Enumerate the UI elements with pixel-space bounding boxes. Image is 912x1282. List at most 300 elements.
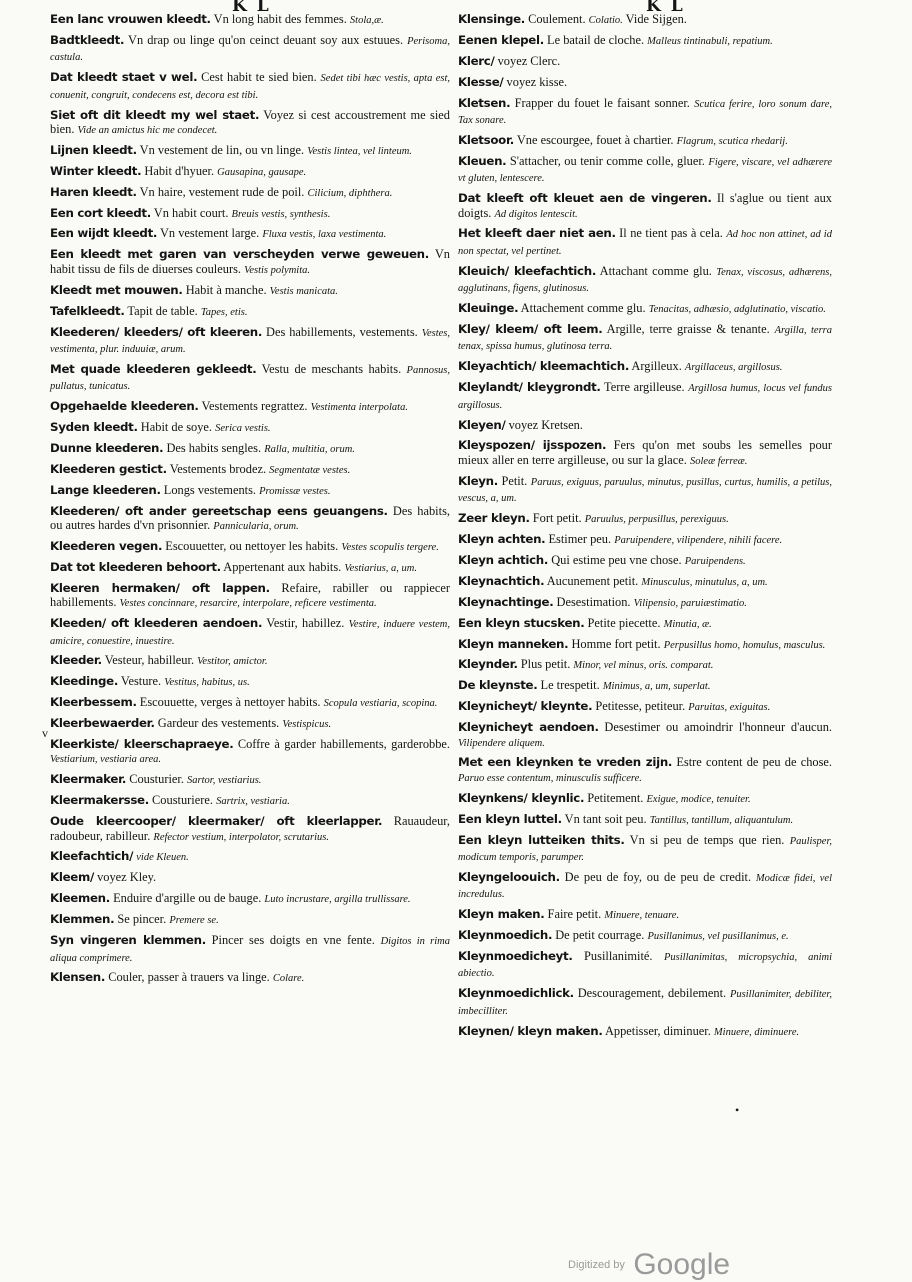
- entry-french-gloss: Estimer peu.: [545, 531, 612, 546]
- dictionary-entry: [458, 1024, 832, 1040]
- entry-headword: Kleefachtich/: [50, 849, 134, 864]
- entry-headword: Dunne kleederen.: [50, 440, 164, 455]
- entry-latin-gloss: Ad digitos lentescit.: [494, 208, 578, 220]
- dictionary-entry: [50, 933, 450, 966]
- entry-french-gloss: Argille, terre graisse & tenante.: [602, 322, 770, 336]
- entry-latin-gloss: Argilla, terra tenax, spissa humus, glutinosa terra.: [458, 325, 832, 353]
- entry-headword: Syn vingeren klemmen.: [50, 933, 206, 948]
- entry-latin-gloss: Perpusillus homo, homulus, masculus.: [663, 639, 826, 651]
- dictionary-entry: [458, 791, 832, 807]
- entry-headword: Klerc/: [458, 53, 495, 68]
- entry-headword: Kletsen.: [458, 95, 511, 110]
- dictionary-entry: [50, 772, 450, 788]
- entry-latin-gloss: Vestitus, habitus, us.: [164, 677, 250, 689]
- entry-latin-gloss: Vestispicus.: [282, 719, 332, 731]
- dictionary-entry: [458, 949, 832, 982]
- entry-french-gloss: Habit d'hyuer.: [141, 163, 215, 178]
- entry-latin-gloss: Sedet tibi hæc vestis, apta est, conuenit, congruit, condecens est, decora est tibi.: [50, 73, 450, 101]
- entry-french-gloss: Vesture.: [118, 674, 162, 689]
- entry-french-gloss: Vestements regrattez.: [198, 399, 308, 414]
- entry-headword: Klemmen.: [50, 912, 115, 927]
- entry-french-gloss: Homme fort petit.: [568, 636, 661, 651]
- entry-latin-gloss: Segmentatæ vestes.: [269, 464, 351, 476]
- dictionary-entry: [50, 108, 450, 139]
- dictionary-entry: [50, 814, 450, 845]
- entry-headword: Een kleyn luttel.: [458, 811, 562, 826]
- entry-french-gloss: Attachement comme glu.: [518, 301, 646, 316]
- entry-french-gloss: Faire petit.: [544, 907, 602, 922]
- right-header-mark: K L: [646, 0, 685, 16]
- entry-french-gloss: Vn long habit des femmes.: [210, 12, 347, 26]
- entry-headword: Kleuen.: [458, 153, 507, 168]
- entry-latin-gloss: Ad hoc non attinet, ad id non spectat, vel pertinet.: [458, 229, 832, 257]
- entry-latin-gloss: Minuere, tenuare.: [604, 910, 680, 922]
- dictionary-entry: [458, 986, 832, 1019]
- entry-headword: Kleederen/ kleeders/ oft kleeren.: [50, 324, 263, 339]
- digitized-label: Digitized by: [568, 1259, 625, 1271]
- dictionary-entry: [50, 793, 450, 809]
- entry-latin-gloss: Pusillanimitas, micropsychia, animi abiectio.: [458, 952, 832, 980]
- dictionary-entry: [458, 812, 832, 828]
- entry-french-gloss: Vestir, habillez.: [262, 616, 345, 631]
- google-logo-text: Google: [633, 1248, 731, 1281]
- entry-headword: Kleerkiste/ kleerschapraeye.: [50, 737, 234, 752]
- entry-latin-gloss: Figere, viscare, vel adhærere vt gluten, lentescere.: [458, 156, 832, 185]
- entry-latin-gloss: Pusillanimiter, debiliter, imbecilliter.: [458, 989, 832, 1017]
- entry-latin-gloss: Flagrum, scutica rhedarij.: [676, 135, 788, 147]
- entry-french-gloss: Vestu de meschants habits.: [256, 361, 402, 376]
- entry-headword: Lange kleederen.: [50, 482, 161, 497]
- entry-latin-gloss: Vestis manicata.: [269, 285, 338, 297]
- entry-headword: Klensinge.: [458, 12, 525, 26]
- dictionary-entry: [458, 75, 832, 91]
- entry-latin-gloss: Pusillanimus, vel pusillanimus, e.: [647, 931, 789, 943]
- entry-latin-gloss: Malleus tintinabuli, repatium.: [647, 35, 773, 47]
- dictionary-entry: [458, 637, 832, 653]
- entry-latin-gloss: Breuis vestis, synthesis.: [231, 208, 331, 220]
- entry-headword: Een kleyn stucsken.: [458, 615, 585, 630]
- dictionary-entry: [50, 325, 450, 358]
- entry-french-gloss: Vn haire, vestement rude de poil.: [136, 184, 305, 199]
- entry-headword: Tafelkleedt.: [50, 303, 125, 318]
- entry-headword: Kleynicheyt aendoen.: [458, 720, 599, 735]
- entry-headword: Kleermaker.: [50, 772, 127, 787]
- entry-french-gloss: Frapper du fouet le faisant sonner.: [510, 95, 690, 110]
- entry-latin-gloss: Tenax, viscosus, adhærens, agglutinans, figens, glutinosus.: [458, 266, 832, 295]
- entry-headword: Winter kleedt.: [50, 163, 142, 178]
- entry-french-gloss: Gardeur des vestements.: [154, 716, 280, 731]
- entry-latin-gloss: Tapes, etis.: [200, 306, 248, 318]
- entry-latin-gloss: Minor, vel minus, oris. comparat.: [573, 660, 714, 672]
- entry-headword: Kleyn achtich.: [458, 552, 549, 567]
- entry-headword: Een cort kleedt.: [50, 205, 151, 220]
- dictionary-entry: [50, 716, 450, 732]
- entry-french-gloss: S'attacher, ou tenir comme colle, gluer.: [506, 153, 705, 168]
- entry-headword: Kleynder.: [458, 657, 518, 672]
- entry-headword: Kleermakersse.: [50, 793, 149, 808]
- dictionary-entry: [458, 96, 832, 129]
- dictionary-entry: [458, 474, 832, 507]
- entry-french-gloss: Escouuetter, ou nettoyer les habits.: [162, 538, 339, 553]
- dictionary-entry: [458, 755, 832, 786]
- entry-headword: Zeer kleyn.: [458, 511, 530, 526]
- entry-latin-gloss: Vestes, vestimenta, plur. induuiæ, arum.: [50, 327, 450, 355]
- entry-cross-reference: Vide Sijgen.: [622, 12, 687, 26]
- entry-french-gloss: Desestimer ou amoindrir l'honneur d'aucun.: [598, 720, 832, 735]
- entry-french-gloss: Cousturier.: [126, 772, 184, 787]
- left-column: [50, 12, 450, 991]
- entry-latin-gloss: Paruo esse contentum, minusculis sufficere.: [458, 772, 642, 784]
- entry-latin-gloss: Paulisper, modicum temporis, parumper.: [458, 835, 832, 863]
- entry-french-gloss: Habit de soye.: [137, 420, 213, 435]
- entry-french-gloss: Vn drap ou linge qu'on ceinct deuant soy aux estuues.: [124, 32, 404, 47]
- entry-latin-gloss: Vestitor, amictor.: [197, 656, 268, 668]
- dictionary-entry: [50, 185, 450, 201]
- entry-french-gloss: Voyez si cest accoustrement me sied bien.: [50, 107, 450, 136]
- entry-latin-gloss: Luto incrustare, argilla trullissare.: [264, 894, 411, 906]
- entry-latin-gloss: Stola,æ.: [349, 15, 384, 26]
- entry-headword: Kleyngeloouich.: [458, 869, 560, 884]
- entry-french-gloss: Vn vestement large.: [157, 226, 260, 241]
- entry-latin-gloss: Colare.: [272, 973, 305, 985]
- dictionary-entry: [458, 380, 832, 413]
- entry-headword: Kleynen/ kleyn maken.: [458, 1023, 603, 1038]
- entry-french-gloss: Vesteur, habilleur.: [101, 653, 195, 668]
- dictionary-entry: [458, 833, 832, 866]
- entry-headword: Kleyn.: [458, 473, 498, 488]
- entry-french-gloss: Terre argilleuse.: [600, 380, 685, 395]
- entry-latin-gloss: Minimus, a, um, superlat.: [602, 681, 711, 693]
- entry-french-gloss: Il s'aglue ou tient aux doigts.: [458, 191, 833, 220]
- dictionary-entry: [458, 133, 832, 149]
- entry-french-gloss: Cest habit te sied bien.: [197, 70, 317, 85]
- dictionary-entry: [50, 143, 450, 159]
- dictionary-entry: [50, 420, 450, 436]
- entry-latin-gloss: Serica vestis.: [215, 423, 271, 435]
- entry-latin-gloss: Minusculus, minutulus, a, um.: [641, 576, 768, 588]
- dictionary-entry: [50, 441, 450, 457]
- entry-french-gloss: Petitement.: [584, 790, 644, 805]
- entry-french-gloss: Vn vestement de lin, ou vn linge.: [136, 142, 305, 157]
- entry-headword: Kleederen/ oft ander gereetschap eens geuangens.: [50, 503, 388, 518]
- entry-latin-gloss: Vilipensio, paruiæstimatio.: [633, 597, 747, 609]
- dictionary-entry: [458, 699, 832, 715]
- dictionary-entry: [50, 504, 450, 535]
- entry-headword: Kleuinge.: [458, 301, 519, 316]
- entry-french-gloss: Enduire d'argille ou de bauge.: [109, 891, 262, 906]
- entry-latin-gloss: Pannicularia, orum.: [213, 521, 299, 533]
- entry-french-gloss: Estre content de peu de chose.: [672, 755, 832, 770]
- dictionary-entry: [458, 678, 832, 694]
- entry-headword: Dat kleeft oft kleuet aen de vingeren.: [458, 191, 712, 206]
- entry-french-gloss: Des habits, ou autres hardes d'vn prisonnier.: [50, 503, 450, 533]
- entry-latin-gloss: Modicæ fidei, vel incredulus.: [458, 872, 832, 901]
- margin-dot: •: [735, 1103, 740, 1117]
- dictionary-entry: [50, 164, 450, 180]
- dictionary-entry: [458, 553, 832, 569]
- entry-french-gloss: voyez Kley.: [94, 870, 157, 885]
- entry-headword: Kletsoor.: [458, 132, 514, 147]
- entry-latin-gloss: Paruipendens.: [684, 555, 746, 567]
- entry-headword: Een kleyn lutteiken thits.: [458, 832, 625, 847]
- entry-french-gloss: voyez Kretsen.: [505, 417, 583, 432]
- entry-headword: Kleyen/: [458, 417, 506, 432]
- entry-headword: Kleyspozen/ ijsspozen.: [458, 438, 607, 453]
- entry-latin-gloss: Promissæ vestes.: [259, 485, 331, 497]
- entry-french-gloss: Appertenant aux habits.: [220, 559, 342, 574]
- entry-headword: Klesse/: [458, 74, 504, 89]
- entry-latin-gloss: Minuere, diminuere.: [713, 1026, 800, 1038]
- entry-latin-gloss: Soleæ ferreæ.: [690, 455, 748, 467]
- entry-latin-gloss: Vestire, induere vestem, amicire, conuestire, inuestire.: [50, 619, 450, 647]
- dictionary-entry: [50, 247, 450, 278]
- entry-latin-gloss: Exigue, modice, tenuiter.: [646, 793, 751, 805]
- entry-headword: Kleynkens/ kleynlic.: [458, 790, 585, 805]
- entry-headword: Het kleeft daer niet aen.: [458, 226, 616, 241]
- entry-headword: Kleedt met mouwen.: [50, 282, 183, 297]
- dictionary-entry: [50, 483, 450, 499]
- entry-latin-gloss: Sartor, vestiarius.: [187, 775, 262, 787]
- entry-headword: Lijnen kleedt.: [50, 142, 137, 157]
- entry-headword: Kleynmoedich.: [458, 928, 553, 943]
- dictionary-entry: [458, 511, 832, 527]
- entry-french-gloss: Cousturiere.: [148, 793, 213, 808]
- entry-latin-gloss: Vestes scopulis tergere.: [341, 541, 439, 553]
- entry-french-gloss: Il ne tient pas à cela.: [615, 226, 723, 241]
- entry-latin-gloss: Paruus, exiguus, paruulus, minutus, pusillus, curtus, humilis, a petilus, vescus, a, um.: [458, 476, 832, 505]
- dictionary-entry: [458, 720, 832, 751]
- entry-headword: Oude kleercooper/ kleermaker/ oft kleerlapper.: [50, 814, 383, 829]
- entry-headword: Opgehaelde kleederen.: [50, 399, 199, 414]
- dictionary-entry: [458, 870, 832, 903]
- entry-french-gloss: Appetisser, diminuer.: [602, 1023, 711, 1038]
- entry-headword: Een lanc vrouwen kleedt.: [50, 12, 211, 26]
- entry-latin-gloss: Scopula vestiaria, scopina.: [323, 698, 438, 710]
- entry-headword: Kleerbessem.: [50, 695, 137, 710]
- entry-french-gloss: Pincer ses doigts en vne fente.: [205, 933, 375, 948]
- entry-headword: Kleyachtich/ kleemachtich.: [458, 359, 630, 374]
- dictionary-entry: [50, 226, 450, 242]
- dictionary-entry: [458, 595, 832, 611]
- margin-mark: v: [42, 726, 48, 740]
- entry-latin-gloss: Argillosa humus, locus vel fundus argillosus.: [458, 383, 832, 411]
- entry-headword: Siet oft dit kleedt my wel staet.: [50, 107, 260, 122]
- dictionary-entry: [458, 928, 832, 944]
- entry-latin-gloss: Cilicium, diphthera.: [307, 187, 393, 199]
- entry-french-gloss: De petit courrage.: [552, 928, 645, 943]
- entry-french-gloss: Vn si peu de temps que rien.: [624, 832, 785, 847]
- entry-french-gloss: Coffre à garder habillements, garderobbe.: [233, 737, 450, 752]
- entry-french-gloss: Refaire, rabiller ou rappiecer habillements.: [50, 580, 450, 610]
- entry-headword: Kleuich/ kleefachtich.: [458, 263, 597, 278]
- entry-latin-gloss: Tantillus, tantillum, aliquantulum.: [649, 814, 794, 826]
- dictionary-entry: [458, 359, 832, 375]
- entry-latin-gloss: Vestis lintea, vel linteum.: [307, 145, 412, 157]
- entry-headword: Kleyn achten.: [458, 531, 546, 546]
- entry-headword: Kleyn manneken.: [458, 636, 569, 651]
- entry-latin-gloss: Argillaceus, argillosus.: [684, 362, 783, 374]
- dictionary-entry: [50, 539, 450, 555]
- entry-french-gloss: voyez Clerc.: [494, 53, 561, 68]
- dictionary-entry: [50, 33, 450, 66]
- entry-latin-gloss: Vilipendere aliquem.: [458, 737, 545, 749]
- entry-latin-gloss: Vestiarium, vestiaria area.: [50, 754, 162, 766]
- dictionary-entry: [458, 322, 832, 355]
- dictionary-entry: [50, 695, 450, 711]
- entry-headword: Een wijdt kleedt.: [50, 226, 158, 241]
- entry-headword: Kleynachtich.: [458, 573, 545, 588]
- entry-french-gloss: Pusillanimité.: [572, 949, 653, 963]
- dictionary-entry: [50, 737, 450, 768]
- entry-french-gloss: Des habits sengles.: [163, 440, 262, 455]
- dictionary-entry: [458, 616, 832, 632]
- dictionary-entry: [50, 12, 450, 28]
- entry-french-gloss: Petit.: [497, 473, 528, 488]
- dictionary-entry: [458, 264, 832, 297]
- dictionary-entry: [458, 418, 832, 434]
- right-column: [458, 12, 832, 1045]
- entry-french-gloss: Petite piecette.: [584, 615, 661, 630]
- entry-headword: Kleerbewaerder.: [50, 716, 155, 731]
- dictionary-entry: [458, 226, 832, 259]
- entry-french-gloss: Petitesse, petiteur.: [592, 699, 686, 714]
- entry-headword: Kley/ kleem/ oft leem.: [458, 322, 603, 336]
- dictionary-entry: [50, 970, 450, 986]
- entry-headword: Kleylandt/ kleygrondt.: [458, 380, 601, 395]
- dictionary-entry: [458, 907, 832, 923]
- digitized-watermark: [568, 1248, 730, 1282]
- entry-french-gloss: De peu de foy, ou de peu de credit.: [559, 869, 752, 884]
- entry-french-gloss: Fort petit.: [529, 511, 582, 526]
- entry-headword: Syden kleedt.: [50, 420, 138, 435]
- left-header-mark: K L: [232, 0, 271, 16]
- entry-headword: Kleederen vegen.: [50, 538, 163, 553]
- entry-latin-gloss: Digitos in rima aliqua comprimere.: [50, 936, 450, 964]
- entry-headword: Klensen.: [50, 970, 106, 985]
- entry-headword: Kleynicheyt/ kleynte.: [458, 699, 593, 714]
- entry-headword: Kleem/: [50, 870, 94, 885]
- entry-latin-gloss: Vide an amictus hic me condecet.: [77, 124, 218, 136]
- entry-headword: Met quade kleederen gekleedt.: [50, 361, 257, 376]
- entry-latin-gloss: Paruitas, exiguitas.: [688, 702, 771, 714]
- entry-latin-gloss: Paruipendere, vilipendere, nihili facere.: [614, 534, 783, 546]
- entry-french-gloss: Vn tant soit peu.: [561, 811, 647, 826]
- entry-headword: Kleedinge.: [50, 674, 119, 689]
- entry-french-gloss: Couler, passer à trauers va linge.: [105, 970, 270, 985]
- dictionary-entry: [50, 870, 450, 886]
- dictionary-entry: [458, 54, 832, 70]
- entry-headword: Met een kleynken te vreden zijn.: [458, 755, 673, 770]
- entry-french-gloss: Vn habit court.: [150, 205, 229, 220]
- dictionary-entry: [50, 616, 450, 649]
- entry-french-gloss: Habit à manche.: [182, 282, 267, 297]
- entry-french-gloss: Rauaudeur, radoubeur, rabilleur.: [50, 814, 450, 843]
- entry-latin-gloss: Tenacitas, adhæsio, adglutinatio, viscatio.: [648, 304, 826, 316]
- dictionary-entry: [458, 12, 832, 28]
- entry-headword: Kleynmoedicheyt.: [458, 949, 573, 963]
- entry-headword: Kleynmoedichlick.: [458, 986, 574, 1001]
- dictionary-entry: [50, 581, 450, 612]
- dictionary-entry: [50, 70, 450, 103]
- entry-latin-gloss: Paruulus, perpusillus, perexiguus.: [584, 514, 729, 526]
- entry-latin-gloss: Scutica ferire, loro sonum dare, Tax sonare.: [458, 98, 832, 127]
- entry-latin-gloss: vide Kleuen.: [136, 852, 189, 864]
- entry-latin-gloss: Vestes concinnare, resarcire, interpolare, reficere vestimenta.: [119, 598, 377, 610]
- dictionary-entry: [50, 283, 450, 299]
- dictionary-entry: [50, 849, 450, 865]
- entry-french-gloss: Vestements brodez.: [166, 461, 267, 476]
- entry-french-gloss: Descouragement, debilement.: [573, 986, 727, 1001]
- entry-french-gloss: Desestimation.: [553, 594, 631, 609]
- entry-headword: Badtkleedt.: [50, 32, 125, 47]
- entry-french-gloss: Le trespetit.: [537, 678, 600, 693]
- entry-french-gloss: Fers qu'on met soubs les semelles pour mieux aller en terre argilleuse, ou sur la glace.: [458, 438, 832, 467]
- dictionary-entry: [50, 912, 450, 928]
- entry-headword: Kleeren hermaken/ oft lappen.: [50, 580, 270, 595]
- entry-latin-gloss: Perisoma, castula.: [50, 35, 450, 64]
- entry-latin-gloss: Gausapina, gausape.: [217, 166, 307, 178]
- entry-latin-gloss: Vestiarius, a, um.: [344, 562, 418, 574]
- dictionary-entry: [458, 33, 832, 49]
- entry-french-gloss: Aucunement petit.: [544, 573, 639, 588]
- dictionary-entry: [458, 154, 832, 187]
- entry-latin-gloss: Fluxa vestis, laxa vestimenta.: [262, 229, 387, 241]
- entry-headword: De kleynste.: [458, 678, 538, 693]
- entry-headword: Eenen klepel.: [458, 32, 544, 47]
- entry-headword: Een kleedt met garen van verscheyden verwe geweuen.: [50, 247, 429, 262]
- entry-latin-gloss: Premere se.: [169, 915, 219, 927]
- dictionary-entry: [458, 574, 832, 590]
- entry-french-gloss: Tapit de table.: [124, 303, 198, 318]
- entry-french-gloss: Le batail de cloche.: [543, 32, 645, 47]
- entry-french-gloss: Se pincer.: [114, 912, 167, 927]
- entry-latin-gloss: Minutia, æ.: [663, 618, 712, 630]
- entry-french-gloss: Escouuette, verges à nettoyer habits.: [136, 695, 321, 710]
- entry-headword: Kleeder.: [50, 653, 102, 668]
- dictionary-entry: [458, 301, 832, 317]
- dictionary-entry: [458, 191, 832, 222]
- entry-french-gloss: Coulement.: [524, 12, 586, 26]
- dictionary-entry: [458, 438, 832, 469]
- entry-french-gloss: Qui estime peu vne chose.: [548, 552, 682, 567]
- dictionary-entry: [50, 206, 450, 222]
- dictionary-entry: [50, 362, 450, 395]
- entry-french-gloss: voyez kisse.: [503, 74, 568, 89]
- dictionary-entry: [50, 304, 450, 320]
- dictionary-entry: [458, 657, 832, 673]
- entry-headword: Kleeden/ oft kleederen aendoen.: [50, 616, 263, 631]
- dictionary-entry: [50, 560, 450, 576]
- entry-headword: Kleemen.: [50, 891, 110, 906]
- entry-headword: Dat tot kleederen behoort.: [50, 559, 221, 574]
- entry-latin-gloss: Colatio.: [588, 15, 623, 26]
- entry-headword: Kleyn maken.: [458, 907, 545, 922]
- entry-latin-gloss: Refector vestium, interpolator, scrutarius.: [153, 831, 329, 843]
- entry-french-gloss: Des habillements, vestements.: [262, 324, 418, 339]
- entry-headword: Dat kleedt staet v wel.: [50, 70, 198, 85]
- entry-headword: Kleynachtinge.: [458, 594, 554, 609]
- dictionary-entry: [50, 674, 450, 690]
- entry-french-gloss: Plus petit.: [517, 657, 571, 672]
- entry-french-gloss: Argilleux.: [629, 359, 682, 374]
- entry-latin-gloss: Vestis polymita.: [244, 264, 311, 276]
- dictionary-entry: [50, 891, 450, 907]
- entry-latin-gloss: Ralla, multitia, orum.: [264, 443, 355, 455]
- entry-headword: Kleederen gestict.: [50, 461, 167, 476]
- entry-headword: Haren kleedt.: [50, 184, 137, 199]
- entry-french-gloss: Attachant comme glu.: [596, 263, 712, 278]
- entry-french-gloss: Vn habit tissu de fils de diuerses couleurs.: [50, 247, 450, 276]
